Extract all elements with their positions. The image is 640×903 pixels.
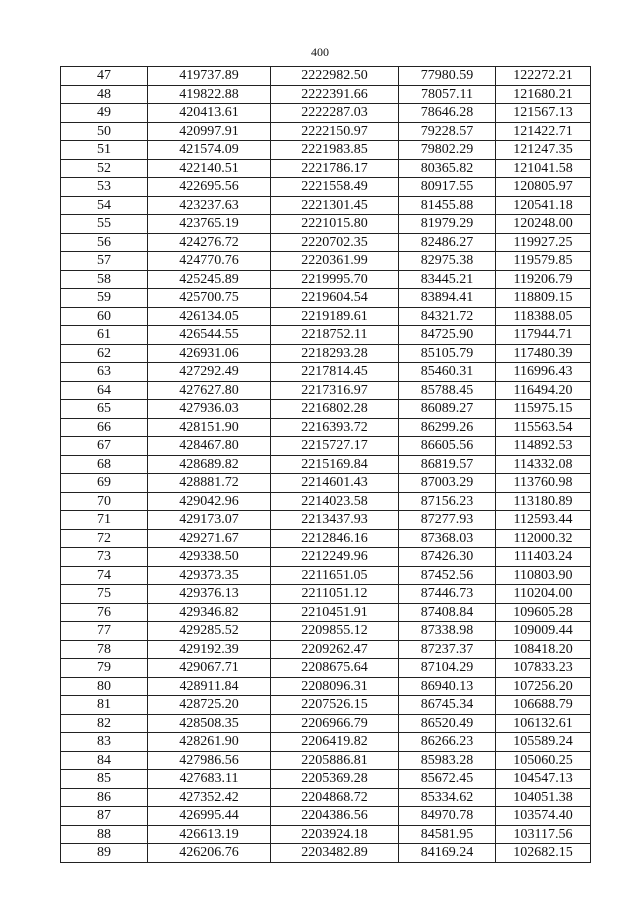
table-cell: 2206966.79	[271, 714, 399, 733]
table-cell: 426931.06	[148, 344, 271, 363]
table-cell: 83894.41	[399, 289, 496, 308]
table-cell: 81979.29	[399, 215, 496, 234]
table-cell: 119927.25	[496, 233, 591, 252]
table-cell: 80365.82	[399, 159, 496, 178]
table-cell: 2222982.50	[271, 67, 399, 86]
table-cell: 77	[61, 622, 148, 641]
table-cell: 2222391.66	[271, 85, 399, 104]
table-row	[61, 659, 591, 678]
table-cell: 67	[61, 437, 148, 456]
table-cell: 105060.25	[496, 751, 591, 770]
table-cell: 2217316.97	[271, 381, 399, 400]
table-cell: 2209262.47	[271, 640, 399, 659]
table-cell: 121247.35	[496, 141, 591, 160]
table-cell: 2206419.82	[271, 733, 399, 752]
table-cell: 118809.15	[496, 289, 591, 308]
table-cell: 72	[61, 529, 148, 548]
table-cell: 2204868.72	[271, 788, 399, 807]
table-cell: 57	[61, 252, 148, 271]
table-cell: 426995.44	[148, 807, 271, 826]
table-cell: 2214023.58	[271, 492, 399, 511]
table-cell: 87338.98	[399, 622, 496, 641]
table-row	[61, 548, 591, 567]
table-cell: 65	[61, 400, 148, 419]
table-cell: 105589.24	[496, 733, 591, 752]
table-row	[61, 733, 591, 752]
table-cell: 2222287.03	[271, 104, 399, 123]
table-cell: 428911.84	[148, 677, 271, 696]
table-cell: 80917.55	[399, 178, 496, 197]
table-cell: 422695.56	[148, 178, 271, 197]
table-cell: 103117.56	[496, 825, 591, 844]
table-cell: 426206.76	[148, 844, 271, 863]
table-cell: 428689.82	[148, 455, 271, 474]
table-cell: 424770.76	[148, 252, 271, 271]
table-cell: 2221786.17	[271, 159, 399, 178]
table-cell: 2205369.28	[271, 770, 399, 789]
table-row	[61, 492, 591, 511]
table-cell: 85	[61, 770, 148, 789]
table-cell: 85105.79	[399, 344, 496, 363]
table-cell: 68	[61, 455, 148, 474]
table-cell: 78	[61, 640, 148, 659]
table-cell: 70	[61, 492, 148, 511]
table-cell: 107256.20	[496, 677, 591, 696]
table-cell: 120541.18	[496, 196, 591, 215]
table-cell: 78646.28	[399, 104, 496, 123]
table-cell: 429346.82	[148, 603, 271, 622]
table-cell: 425700.75	[148, 289, 271, 308]
table-cell: 81	[61, 696, 148, 715]
table-cell: 89	[61, 844, 148, 863]
table-row	[61, 344, 591, 363]
table-cell: 121567.13	[496, 104, 591, 123]
table-cell: 109605.28	[496, 603, 591, 622]
table-cell: 86266.23	[399, 733, 496, 752]
table-cell: 73	[61, 548, 148, 567]
table-cell: 78057.11	[399, 85, 496, 104]
table-cell: 106688.79	[496, 696, 591, 715]
table-cell: 56	[61, 233, 148, 252]
table-cell: 114892.53	[496, 437, 591, 456]
table-cell: 58	[61, 270, 148, 289]
table-cell: 2207526.15	[271, 696, 399, 715]
table-cell: 2204386.56	[271, 807, 399, 826]
table-cell: 55	[61, 215, 148, 234]
table-cell: 426613.19	[148, 825, 271, 844]
table-cell: 426544.55	[148, 326, 271, 345]
table-row	[61, 233, 591, 252]
table-row	[61, 307, 591, 326]
table-cell: 112593.44	[496, 511, 591, 530]
table-cell: 83	[61, 733, 148, 752]
table-cell: 108418.20	[496, 640, 591, 659]
table-cell: 107833.23	[496, 659, 591, 678]
table-cell: 85672.45	[399, 770, 496, 789]
table-row	[61, 585, 591, 604]
table-row	[61, 807, 591, 826]
table-cell: 109009.44	[496, 622, 591, 641]
table-cell: 84321.72	[399, 307, 496, 326]
table-cell: 76	[61, 603, 148, 622]
table-cell: 420413.61	[148, 104, 271, 123]
table-cell: 51	[61, 141, 148, 160]
table-cell: 82	[61, 714, 148, 733]
table-cell: 84	[61, 751, 148, 770]
table-cell: 427292.49	[148, 363, 271, 382]
coordinate-table	[60, 66, 591, 863]
table-cell: 62	[61, 344, 148, 363]
table-cell: 74	[61, 566, 148, 585]
coordinate-table-body	[61, 67, 591, 863]
table-cell: 426134.05	[148, 307, 271, 326]
table-cell: 82975.38	[399, 252, 496, 271]
table-row	[61, 825, 591, 844]
table-cell: 2205886.81	[271, 751, 399, 770]
table-cell: 427986.56	[148, 751, 271, 770]
table-cell: 120805.97	[496, 178, 591, 197]
table-cell: 85334.62	[399, 788, 496, 807]
table-row	[61, 696, 591, 715]
table-row	[61, 622, 591, 641]
table-cell: 2208675.64	[271, 659, 399, 678]
table-cell: 87003.29	[399, 474, 496, 493]
table-cell: 50	[61, 122, 148, 141]
table-cell: 88	[61, 825, 148, 844]
page-number: 400	[311, 45, 329, 59]
table-cell: 86605.56	[399, 437, 496, 456]
table-cell: 84581.95	[399, 825, 496, 844]
table-cell: 81455.88	[399, 196, 496, 215]
table-cell: 2221983.85	[271, 141, 399, 160]
table-row	[61, 85, 591, 104]
table-row	[61, 400, 591, 419]
table-row	[61, 474, 591, 493]
table-cell: 425245.89	[148, 270, 271, 289]
table-cell: 106132.61	[496, 714, 591, 733]
table-cell: 86089.27	[399, 400, 496, 419]
table-cell: 419737.89	[148, 67, 271, 86]
table-row	[61, 381, 591, 400]
table-cell: 60	[61, 307, 148, 326]
table-cell: 423237.63	[148, 196, 271, 215]
table-cell: 64	[61, 381, 148, 400]
table-cell: 117480.39	[496, 344, 591, 363]
table-cell: 121680.21	[496, 85, 591, 104]
table-cell: 86745.34	[399, 696, 496, 715]
table-cell: 2214601.43	[271, 474, 399, 493]
table-cell: 2215169.84	[271, 455, 399, 474]
table-cell: 61	[61, 326, 148, 345]
table-cell: 84970.78	[399, 807, 496, 826]
table-cell: 47	[61, 67, 148, 86]
table-row	[61, 363, 591, 382]
table-cell: 2221301.45	[271, 196, 399, 215]
table-cell: 428881.72	[148, 474, 271, 493]
table-cell: 121041.58	[496, 159, 591, 178]
table-cell: 87408.84	[399, 603, 496, 622]
table-cell: 86520.49	[399, 714, 496, 733]
table-cell: 80	[61, 677, 148, 696]
table-row	[61, 511, 591, 530]
table-cell: 75	[61, 585, 148, 604]
table-cell: 2220361.99	[271, 252, 399, 271]
table-cell: 2203482.89	[271, 844, 399, 863]
table-cell: 2210451.91	[271, 603, 399, 622]
table-cell: 83445.21	[399, 270, 496, 289]
table-cell: 2221015.80	[271, 215, 399, 234]
table-cell: 104051.38	[496, 788, 591, 807]
table-cell: 2209855.12	[271, 622, 399, 641]
table-row	[61, 437, 591, 456]
table-row	[61, 141, 591, 160]
table-cell: 2211651.05	[271, 566, 399, 585]
table-cell: 87446.73	[399, 585, 496, 604]
table-cell: 428725.20	[148, 696, 271, 715]
table-cell: 116996.43	[496, 363, 591, 382]
table-cell: 110204.00	[496, 585, 591, 604]
table-cell: 87	[61, 807, 148, 826]
table-cell: 423765.19	[148, 215, 271, 234]
table-cell: 2218293.28	[271, 344, 399, 363]
table-cell: 120248.00	[496, 215, 591, 234]
table-row	[61, 788, 591, 807]
table-row	[61, 714, 591, 733]
table-cell: 79802.29	[399, 141, 496, 160]
table-cell: 429373.35	[148, 566, 271, 585]
table-cell: 84725.90	[399, 326, 496, 345]
table-cell: 110803.90	[496, 566, 591, 585]
table-row	[61, 289, 591, 308]
table-cell: 53	[61, 178, 148, 197]
table-cell: 87452.56	[399, 566, 496, 585]
table-cell: 2221558.49	[271, 178, 399, 197]
table-cell: 111403.24	[496, 548, 591, 567]
table-cell: 82486.27	[399, 233, 496, 252]
table-cell: 2208096.31	[271, 677, 399, 696]
table-cell: 117944.71	[496, 326, 591, 345]
table-cell: 121422.71	[496, 122, 591, 141]
table-row	[61, 566, 591, 585]
table-row	[61, 455, 591, 474]
table-cell: 2222150.97	[271, 122, 399, 141]
table-cell: 79228.57	[399, 122, 496, 141]
table-cell: 420997.91	[148, 122, 271, 141]
table-cell: 429285.52	[148, 622, 271, 641]
table-cell: 428467.80	[148, 437, 271, 456]
table-cell: 2203924.18	[271, 825, 399, 844]
table-row	[61, 270, 591, 289]
table-cell: 2213437.93	[271, 511, 399, 530]
table-row	[61, 751, 591, 770]
table-row	[61, 677, 591, 696]
table-cell: 427627.80	[148, 381, 271, 400]
table-row	[61, 418, 591, 437]
table-cell: 69	[61, 474, 148, 493]
table-cell: 427683.11	[148, 770, 271, 789]
table-row	[61, 67, 591, 86]
table-cell: 116494.20	[496, 381, 591, 400]
table-cell: 2218752.11	[271, 326, 399, 345]
table-cell: 2212846.16	[271, 529, 399, 548]
table-cell: 424276.72	[148, 233, 271, 252]
table-cell: 85788.45	[399, 381, 496, 400]
table-cell: 119579.85	[496, 252, 591, 271]
table-cell: 79	[61, 659, 148, 678]
table-cell: 429338.50	[148, 548, 271, 567]
table-cell: 102682.15	[496, 844, 591, 863]
table-cell: 427352.42	[148, 788, 271, 807]
table-cell: 85983.28	[399, 751, 496, 770]
table-cell: 66	[61, 418, 148, 437]
table-cell: 49	[61, 104, 148, 123]
table-cell: 59	[61, 289, 148, 308]
table-cell: 419822.88	[148, 85, 271, 104]
table-cell: 77980.59	[399, 67, 496, 86]
table-cell: 86819.57	[399, 455, 496, 474]
table-cell: 112000.32	[496, 529, 591, 548]
table-row	[61, 215, 591, 234]
table-cell: 428508.35	[148, 714, 271, 733]
table-cell: 2211051.12	[271, 585, 399, 604]
table-row	[61, 326, 591, 345]
table-row	[61, 196, 591, 215]
table-cell: 429376.13	[148, 585, 271, 604]
table-cell: 86940.13	[399, 677, 496, 696]
table-cell: 119206.79	[496, 270, 591, 289]
table-cell: 429067.71	[148, 659, 271, 678]
table-cell: 86	[61, 788, 148, 807]
table-cell: 2219604.54	[271, 289, 399, 308]
table-row	[61, 178, 591, 197]
table-cell: 54	[61, 196, 148, 215]
table-row	[61, 159, 591, 178]
table-cell: 115975.15	[496, 400, 591, 419]
table-row	[61, 844, 591, 863]
table-cell: 2216802.28	[271, 400, 399, 419]
table-row	[61, 122, 591, 141]
table-cell: 2217814.45	[271, 363, 399, 382]
table-cell: 421574.09	[148, 141, 271, 160]
table-cell: 63	[61, 363, 148, 382]
table-row	[61, 252, 591, 271]
table-cell: 429173.07	[148, 511, 271, 530]
table-cell: 427936.03	[148, 400, 271, 419]
table-cell: 429192.39	[148, 640, 271, 659]
table-row	[61, 603, 591, 622]
table-cell: 422140.51	[148, 159, 271, 178]
table-cell: 429271.67	[148, 529, 271, 548]
table-cell: 84169.24	[399, 844, 496, 863]
table-row	[61, 529, 591, 548]
table-cell: 122272.21	[496, 67, 591, 86]
table-cell: 48	[61, 85, 148, 104]
table-row	[61, 770, 591, 789]
table-cell: 428151.90	[148, 418, 271, 437]
table-cell: 113180.89	[496, 492, 591, 511]
table-cell: 429042.96	[148, 492, 271, 511]
table-cell: 2212249.96	[271, 548, 399, 567]
table-cell: 2219995.70	[271, 270, 399, 289]
table-cell: 87426.30	[399, 548, 496, 567]
table-cell: 52	[61, 159, 148, 178]
table-cell: 87277.93	[399, 511, 496, 530]
table-cell: 428261.90	[148, 733, 271, 752]
table-cell: 113760.98	[496, 474, 591, 493]
table-cell: 87237.37	[399, 640, 496, 659]
table-cell: 2216393.72	[271, 418, 399, 437]
table-cell: 114332.08	[496, 455, 591, 474]
table-cell: 2215727.17	[271, 437, 399, 456]
table-cell: 85460.31	[399, 363, 496, 382]
table-cell: 87156.23	[399, 492, 496, 511]
table-cell: 2219189.61	[271, 307, 399, 326]
table-row	[61, 104, 591, 123]
table-cell: 71	[61, 511, 148, 530]
table-cell: 87104.29	[399, 659, 496, 678]
table-cell: 104547.13	[496, 770, 591, 789]
table-row	[61, 640, 591, 659]
table-cell: 2220702.35	[271, 233, 399, 252]
table-cell: 103574.40	[496, 807, 591, 826]
table-cell: 115563.54	[496, 418, 591, 437]
table-cell: 87368.03	[399, 529, 496, 548]
table-cell: 118388.05	[496, 307, 591, 326]
table-cell: 86299.26	[399, 418, 496, 437]
